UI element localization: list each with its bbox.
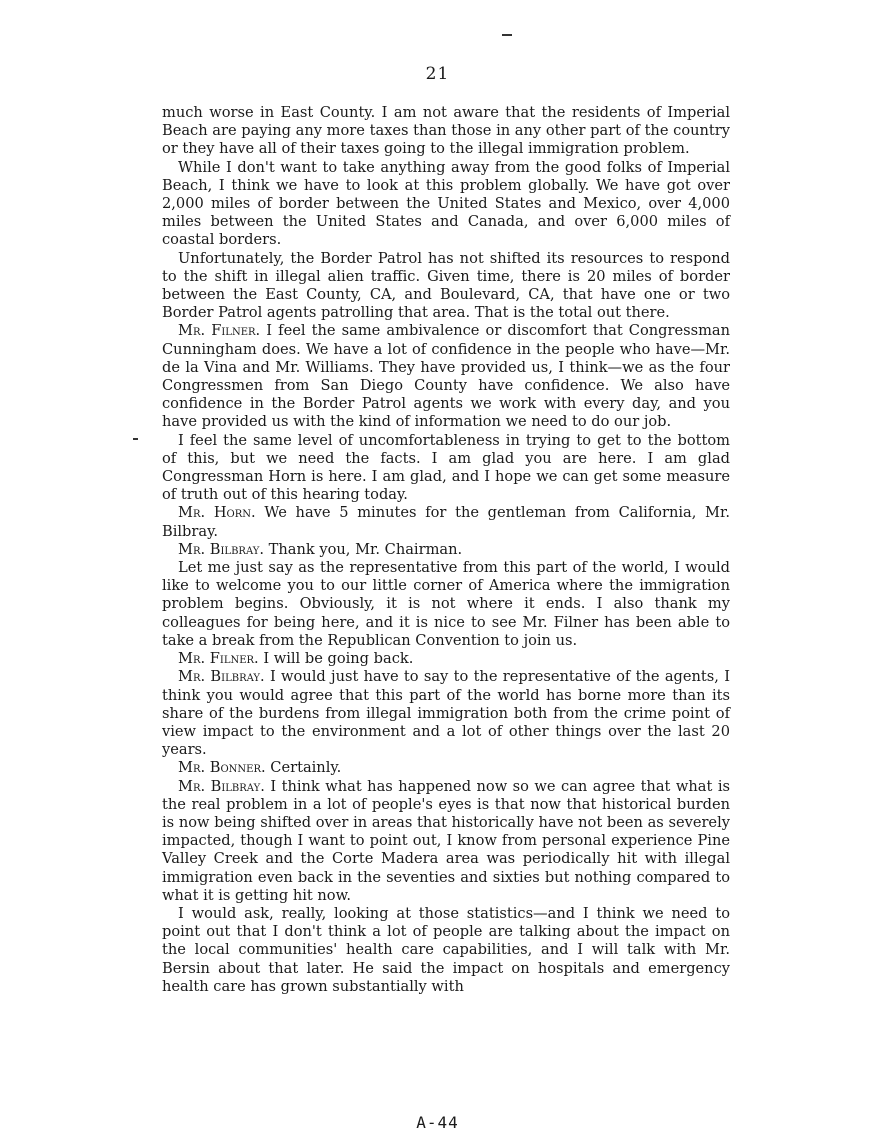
paragraph-4 — [162, 322, 730, 431]
paragraph-9 — [162, 650, 730, 668]
transcript-body — [162, 104, 730, 996]
speaker-name: Mr. Bonner. — [178, 759, 266, 777]
paragraph-13 — [162, 905, 730, 996]
paragraph-6 — [162, 504, 730, 540]
page-number: 21 — [425, 64, 450, 84]
speaker-name: Mr. Filner. — [178, 650, 259, 668]
paragraph-text: I think what has happened now so we can agree that what is the real problem in a lot of people's eyes is that now that historical burden is now being shifted over in areas that historically have not been as severely impacted, though I want to point out, I know from personal experience Pine Valley Creek and the Corte Madera area was periodically hit with illegal immigration even back in the seventies and sixties but nothing compared to what it is getting hit now. — [162, 777, 730, 904]
speaker-name: Mr. Bilbray. — [178, 777, 265, 795]
paragraph-text: much worse in East County. I am not aware that the residents of Imperial Beach are paying any more taxes than those in any other part of the country or they have all of their taxes going to the illegal immigration problem. — [162, 104, 730, 158]
paragraph-12 — [162, 778, 730, 905]
paragraph-text: Unfortunately, the Border Patrol has not shifted its resources to respond to the shift in illegal alien traffic. Given time, there is 20 miles of border between the East County, CA, and Boulevard, CA, that have one or two Border Patrol agents patrolling that area. That is the total out there. — [162, 249, 730, 322]
speaker-name: Mr. Filner. — [178, 322, 261, 340]
speaker-name: Mr. Bilbray. — [178, 668, 265, 686]
speaker-name: Mr. Horn. — [178, 504, 256, 522]
paragraph-8 — [162, 559, 730, 650]
margin-tick — [133, 438, 138, 440]
paragraph-1 — [162, 104, 730, 159]
paragraph-7 — [162, 541, 730, 559]
paragraph-5 — [162, 432, 730, 505]
paragraph-text: We have 5 minutes for the gentleman from California, Mr. Bilbray. — [162, 504, 731, 540]
paragraph-11 — [162, 759, 730, 777]
paragraph-text: I would ask, really, looking at those statistics—and I think we need to point out that I don't think a lot of people are talking about the impact on the local communities' health care capabilities, and I will talk with Mr. Bersin about that later. He said the impact on hospitals and emergency health care has grown substantially with — [162, 904, 730, 995]
paragraph-10 — [162, 668, 730, 759]
paragraph-text: I feel the same ambivalence or discomfort that Congressman Cunningham does. We have a lot of confidence in the people who have—Mr. de la Vina and Mr. Williams. They have provided us, I think—we as the four Congressmen from San Diego County have confidence. We also have confidence in the Border Patrol agents we work with every day, and you have provided us with the kind of information we need to do our job. — [162, 322, 731, 431]
paragraph-3 — [162, 250, 730, 323]
paragraph-text: I will be going back. — [263, 650, 414, 668]
paragraph-text: I would just have to say to the representative of the agents, I think you would agree that this part of the world has borne more than its share of the burdens from illegal immigration both from the crime point of view impact to the environment and a lot of other things over the last 20 years. — [162, 668, 730, 759]
paragraph-text: I feel the same level of uncomfortableness in trying to get to the bottom of this, but we need the facts. I am glad you are here. I am glad Congressman Horn is here. I am glad, and I hope we can get some measure of truth out of this hearing today. — [162, 431, 730, 504]
paragraph-text: Thank you, Mr. Chairman. — [268, 540, 463, 558]
paragraph-text: While I don't want to take anything away from the good folks of Imperial Beach, I think we have to look at this problem globally. We have got over 2,000 miles of border between the United States and Mexico, over 4,000 miles between the United States and Canada, and over 6,000 miles of coastal borders. — [162, 158, 730, 249]
footer-label: A-44 — [416, 1113, 459, 1132]
scan-mark — [502, 34, 512, 36]
paragraph-2 — [162, 159, 730, 250]
paragraph-text: Let me just say as the representative from this part of the world, I would like to welcome you to our little corner of America where the immigration problem begins. Obviously, it is not where it ends. I also thank my colleagues for being here, and it is nice to see Mr. Filner has been able to take a break from the Republican Convention to join us. — [162, 559, 730, 649]
paragraph-text: Certainly. — [270, 759, 342, 777]
speaker-name: Mr. Bilbray. — [178, 540, 265, 558]
